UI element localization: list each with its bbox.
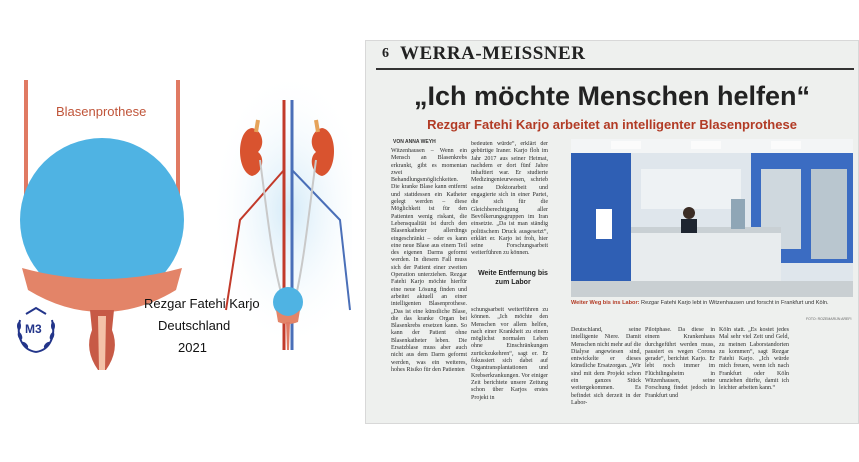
author-name: Rezgar Fatehi Karjo <box>144 296 260 311</box>
article-column-7 <box>793 327 851 413</box>
page-number: 6 <box>382 46 389 61</box>
article-column-5: Pilotphase. Da diese in einem Krankenhaus durchgeführt werden muss, pausiert es wegen Corona gerade“, berichtet Karjo. Er lebt noch immer im Flüchtlingsheim in Witzenhausen, seine Forschung findet jedoch in Frankfurt und <box>645 327 715 399</box>
m3-logo <box>14 306 58 356</box>
prosthesis-label: Blasenprothese <box>56 104 147 119</box>
reception-desk <box>631 231 781 281</box>
article-column-1: Witzenhausen – Wenn ein Mensch an Blasenkrebs erkrankt, gibt es momentan zwei Behandlungsmöglichkeiten. Die kranke Blase kann entfernt und stattdessen ein Katheter gelegt werden – diese Möglichkeit ist für den Patienten wenig riskant, die Lebensqualität ist durch den Blasenkatheter allerdings eingeschränkt – oder es kann eine neue Blase aus einem Teil des eigenen Darms geformt werden. In diesem Fall muss sich der Patient einer zweiten Operation unterziehen. Rezgar Fatehi Karjo möchte hierfür eine neue Lösung finden und arbeitet aktuell an einer intelligenten Blasenprothese. „Das ist eine künstliche Blase, die das kranke Organ bei Blasenkrebs ersetzen kann. So kann der Patient ohne Blasenkatheter leben. Die Ersatzblase muss aber auch nicht aus dem Darm geformt werden, was ein weiteres, hohes Risiko für den Patienten <box>391 148 467 373</box>
person-icon <box>683 207 695 219</box>
headline: „Ich möchte Menschen helfen“ <box>413 81 811 111</box>
subheadline: Rezgar Fatehi Karjo arbeitet an intelligenter Blasenprothese <box>427 117 797 132</box>
country-label: Deutschland <box>158 318 231 333</box>
lab-photo <box>571 139 853 297</box>
article-column-4: Deutschland, seine intelligente Niere. Damit Menschen nicht mehr auf die Dialyse angewiesen sind, entwickelte er dieses künstliche Ersatzorgan. „Wir sind mit dem Projekt schon ein ganzes Stück weitergekommen. Es befindet sich derzeit in der Labor- <box>571 327 641 406</box>
article-subhead: Weite Entfernung bis zum Labor <box>478 270 548 286</box>
caption-text: Rezgar Fatehi Karjo lebt in Witzenhausen und forscht in Frankfurt und Köln. <box>641 300 829 306</box>
header-divider <box>376 68 854 70</box>
section-name: WERRA-MEISSNER <box>400 43 586 64</box>
photo-credit: FOTO: ROZEMARIJN AREFI <box>806 317 852 321</box>
article-column-2: bedeuten würde“, erklärt der gebürtige Iraner. Karjo floh im Jahr 2017 aus seiner Heimat, nachdem er dort fünf Jahre inhaftiert war. Er studierte Medizingenieurwesen, schrieb seine Doktorarbeit und engagierte sich in einer Partei, die sich für die Gleichberechtigung aller Bevölkerungsgruppen im Iran einsetzte. „Da ist man ständig politischem Druck ausgesetzt“, erklärt er. Karjo ist froh, hier seine Forschungsarbeit weiterführen zu können. <box>471 141 548 257</box>
caption-lead: Weiter Weg bis ins Labor: <box>571 300 640 306</box>
newspaper-clipping <box>365 40 859 424</box>
bladder-prosthesis-poster <box>0 60 352 372</box>
year-label: 2021 <box>178 340 207 355</box>
article-column-6: Köln statt. „Es kostet jedes Mal sehr viel Zeit und Geld, zu meinen Laborstandorten zu kommen“, sagt Rezgar Fatehi Karjo. „Ich würde mich freuen, wenn ich nach Frankfurt oder Köln umziehen dürfte, damit ich leichter arbeiten kann.“ <box>719 327 789 392</box>
logo-text: M3 <box>25 322 42 336</box>
photo-caption <box>571 300 851 307</box>
byline: VON ANNA WEYH <box>393 139 436 145</box>
article-column-3: schungsarbeit weiterführen zu können. „Ich möchte den Menschen vor allem helfen, nach einer Krankheit zu einem möglichst normalen Leben ohne Einschränkungen zurückzukehren“, sagt er. Er fokussiert sich dabei auf Organtransplantationen und Krebserkrankungen. Vor einiger Zeit berichtete unsere Zeitung schon über Karjos erstes Projekt in <box>471 307 548 401</box>
